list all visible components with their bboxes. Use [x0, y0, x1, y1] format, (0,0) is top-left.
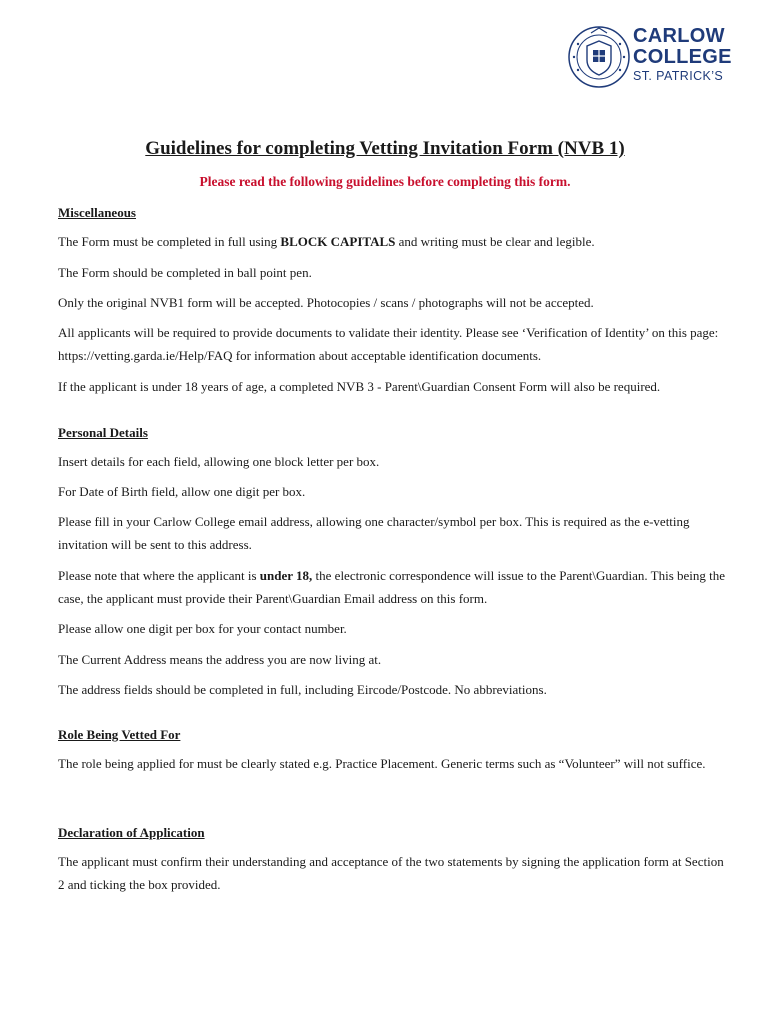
role-paragraph-1: The role being applied for must be clearly stated e.g. Practice Placement. Generic terms such as “Volunteer” will not suffice.	[58, 756, 706, 771]
personal-paragraph-2: For Date of Birth field, allow one digit per box.	[58, 484, 306, 499]
misc-paragraph-1: The Form must be completed in full using BLOCK CAPITALS and writing must be clear and legible.	[58, 234, 595, 249]
personal-heading: Personal Details	[58, 425, 148, 440]
role-heading: Role Being Vetted For	[58, 727, 181, 742]
personal-paragraph-5: Please allow one digit per box for your contact number.	[58, 621, 347, 636]
personal-paragraph-6: The Current Address means the address you are now living at.	[58, 652, 382, 667]
personal-paragraph-3: Please fill in your Carlow College email address, allowing one character/symbol per box. This is required as the e-vetting invitation will be sent to this address.	[58, 514, 690, 552]
logo-line-1: CARLOW	[633, 25, 725, 47]
personal-paragraph-4: Please note that where the applicant is under 18, the electronic correspondence will issue to the Parent\Guardian. This being the case, the applicant must provide their Parent\Guardian Email address on this form.	[58, 568, 726, 606]
logo-line-2: COLLEGE	[633, 46, 732, 68]
personal-paragraph-7: The address fields should be completed in full, including Eircode/Postcode. No abbreviations.	[58, 682, 547, 697]
misc-paragraph-2: The Form should be completed in ball point pen.	[58, 265, 312, 280]
misc-paragraph-4: All applicants will be required to provide documents to validate their identity. Please see ‘Verification of Identity’ on this page: https://vetting.garda.ie/Help/FAQ for information about acceptable identification documents.	[58, 325, 719, 363]
personal-paragraph-1: Insert details for each field, allowing one block letter per box.	[58, 454, 380, 469]
college-wordmark	[633, 26, 732, 84]
declaration-heading: Declaration of Application	[58, 825, 205, 840]
logo-line-3: ST. PATRICK’S	[633, 69, 724, 83]
page-subtitle: Please read the following guidelines before completing this form.	[199, 174, 571, 189]
misc-heading: Miscellaneous	[58, 205, 136, 220]
declaration-paragraph-1: The applicant must confirm their understanding and acceptance of the two statements by signing the application form at Section 2 and ticking the box provided.	[58, 854, 724, 892]
page-title: Guidelines for completing Vetting Invitation Form (NVB 1)	[145, 138, 625, 159]
college-logo	[566, 24, 736, 92]
college-crest-icon	[566, 24, 632, 90]
misc-paragraph-3: Only the original NVB1 form will be accepted. Photocopies / scans / photographs will not be accepted.	[58, 295, 594, 310]
misc-paragraph-5: If the applicant is under 18 years of age, a completed NVB 3 - Parent\Guardian Consent Form will also be required.	[58, 379, 661, 394]
